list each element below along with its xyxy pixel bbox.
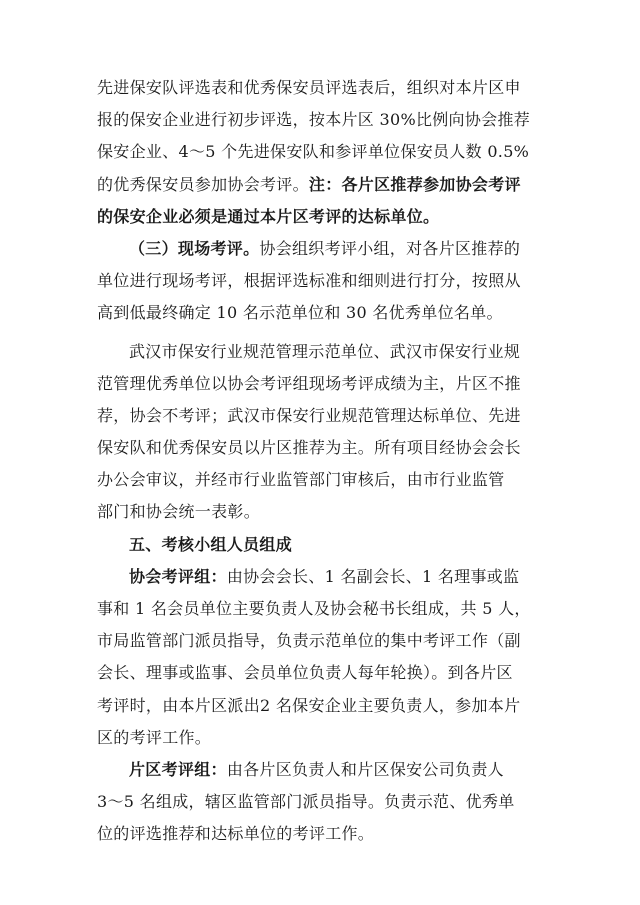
subsection-heading: （三）现场考评。 — [129, 238, 260, 258]
section-heading: 五、考核小组人员组成 — [129, 534, 293, 554]
text-line: 单位进行现场考评，根据评选标准和细则进行打分，按照从 — [97, 271, 521, 291]
text-line: 考评时，由本片区派出2 名保安企业主要负责人，参加本片 — [97, 695, 521, 715]
paragraph-district-panel — [97, 754, 542, 851]
text-line: 高到低最终确定 10 名示范单位和 30 名优秀单位名单。 — [97, 303, 503, 323]
text-line — [97, 169, 542, 201]
text-run: 协会组织考评小组，对各片区推荐的 — [259, 238, 521, 258]
text-line: 报的保安企业进行初步评选，按本片区 30%比例向协会推荐 — [97, 110, 531, 130]
paragraph-onsite-evaluation — [97, 233, 542, 330]
text-line: 保安队和优秀保安员以片区推荐为主。所有项目经协会会长 — [97, 438, 521, 458]
paragraph-commendation — [97, 336, 542, 529]
text-line — [97, 561, 542, 593]
text-line: 范管理优秀单位以协会考评组现场考评成绩为主，片区不推 — [97, 373, 521, 393]
text-line: 事和 1 名会员单位主要负责人及协会秘书长组成，共 5 人， — [97, 599, 531, 618]
text-line — [97, 754, 542, 786]
text-line: 办公会审议，并经市行业监管部门审核后，由市行业监管 — [97, 470, 505, 490]
text-line: 市局监管部门派员指导，负责示范单位的集中考评工作（副 — [97, 631, 521, 651]
paragraph-association-panel — [97, 561, 542, 754]
panel-heading: 协会考评组： — [129, 566, 227, 586]
text-line: 位的评选推荐和达标单位的考评工作。 — [97, 824, 375, 844]
text-run: 的优秀保安员参加协会考评。 — [97, 174, 309, 194]
paragraph-evaluation-process — [97, 72, 542, 233]
text-line: 3～5 名组成，辖区监管部门派员指导。负责示范、优秀单 — [97, 792, 515, 812]
text-line: 会长、理事或监事、会员单位负责人每年轮换）。到各片区 — [97, 663, 513, 683]
text-line — [97, 233, 542, 265]
text-run: 由各片区负责人和片区保安公司负责人 — [226, 759, 504, 779]
text-line: 区的考评工作。 — [97, 727, 212, 747]
text-line: 先进保安队评选表和优秀保安员评选表后，组织对本片区申 — [97, 78, 521, 97]
panel-heading: 片区考评组： — [129, 759, 227, 779]
text-line: 保安企业、4～5 个先进保安队和参评单位保安员人数 0.5% — [97, 142, 530, 162]
text-run: 由协会会长、1 名副会长、1 名理事或监 — [226, 566, 520, 586]
text-line: 荐，协会不考评；武汉市保安行业规范管理达标单位、先进 — [97, 405, 521, 425]
text-line: 武汉市保安行业规范管理示范单位、武汉市保安行业规 — [129, 341, 521, 361]
note-emphasis: 注：各片区推荐参加协会考评 — [308, 174, 521, 194]
note-emphasis-line: 的保安企业必须是通过本片区考评的达标单位。 — [97, 206, 440, 226]
text-line: 部门和协会统一表彰。 — [97, 502, 261, 522]
